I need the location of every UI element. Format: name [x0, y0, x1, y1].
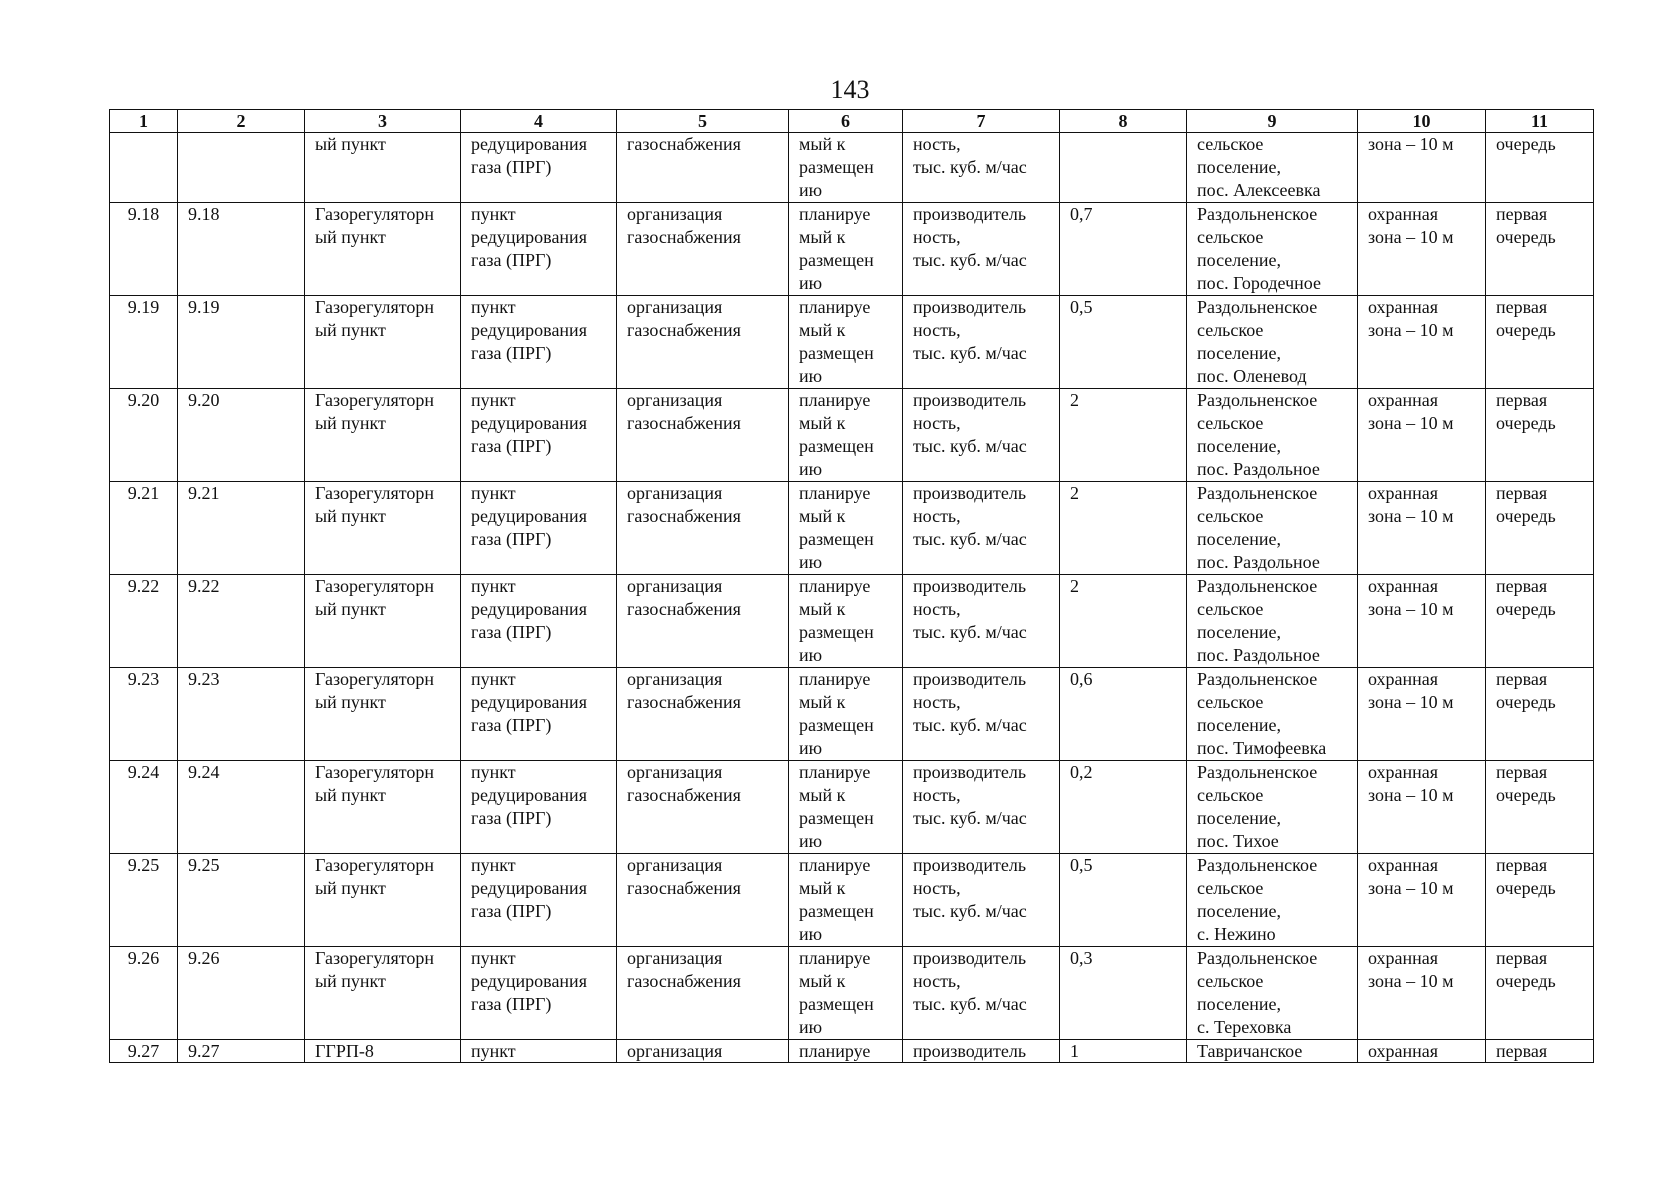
table-cell: охранная зона – 10 м [1358, 575, 1486, 668]
table-cell: пункт редуцирования газа (ПРГ) [461, 389, 617, 482]
table-cell: первая очередь [1486, 482, 1594, 575]
table-cell: 9.19 [110, 296, 178, 389]
table-cell: Раздольненское сельское поселение, пос. Раздольное [1187, 389, 1358, 482]
table-cell: 0,3 [1060, 947, 1187, 1040]
table-cell: организация газоснабжения [617, 668, 789, 761]
table-cell [110, 133, 178, 203]
page-number: 143 [830, 75, 870, 104]
table-cell: Газорегуляторн ый пункт [305, 761, 461, 854]
table-cell: организация [617, 1040, 789, 1063]
table-cell: производитель ность, тыс. куб. м/час [903, 854, 1060, 947]
table-cell: производитель ность, тыс. куб. м/час [903, 296, 1060, 389]
table-cell: планируе мый к размещен ию [789, 203, 903, 296]
table-cell: планируе мый к размещен ию [789, 761, 903, 854]
table-cell: пункт редуцирования газа (ПРГ) [461, 482, 617, 575]
table-cell: сельское поселение, пос. Алексеевка [1187, 133, 1358, 203]
table-cell: первая очередь [1486, 575, 1594, 668]
table-cell: 9.23 [178, 668, 305, 761]
table-cell: Газорегуляторн ый пункт [305, 296, 461, 389]
table-cell: производитель [903, 1040, 1060, 1063]
table-cell: первая очередь [1486, 203, 1594, 296]
table-cell: редуцирования газа (ПРГ) [461, 133, 617, 203]
table-cell: планируе мый к размещен ию [789, 947, 903, 1040]
table-row [110, 668, 1594, 761]
table-cell: ГГРП-8 [305, 1040, 461, 1063]
table-cell: ый пункт [305, 133, 461, 203]
table-row [110, 389, 1594, 482]
table-cell: первая очередь [1486, 854, 1594, 947]
table-cell: первая [1486, 1040, 1594, 1063]
table-cell: организация газоснабжения [617, 575, 789, 668]
table-cell: Газорегуляторн ый пункт [305, 203, 461, 296]
table-cell: производитель ность, тыс. куб. м/час [903, 761, 1060, 854]
table-cell: 0,7 [1060, 203, 1187, 296]
table-cell: Газорегуляторн ый пункт [305, 947, 461, 1040]
table-cell: планируе мый к размещен ию [789, 854, 903, 947]
table-cell: первая очередь [1486, 668, 1594, 761]
table-cell: ность, тыс. куб. м/час [903, 133, 1060, 203]
table-cell: производитель ность, тыс. куб. м/час [903, 203, 1060, 296]
table-cell: 0,5 [1060, 854, 1187, 947]
table-cell: пункт редуцирования газа (ПРГ) [461, 203, 617, 296]
table-cell: первая очередь [1486, 296, 1594, 389]
table-cell: первая очередь [1486, 389, 1594, 482]
table-cell: первая очередь [1486, 947, 1594, 1040]
column-header: 2 [178, 110, 305, 133]
table-cell: 9.24 [178, 761, 305, 854]
table-cell: 2 [1060, 482, 1187, 575]
table-row [110, 854, 1594, 947]
table-cell: производитель ность, тыс. куб. м/час [903, 575, 1060, 668]
table-cell: производитель ность, тыс. куб. м/час [903, 482, 1060, 575]
table-cell: 9.19 [178, 296, 305, 389]
table-cell: Газорегуляторн ый пункт [305, 854, 461, 947]
table-cell: охранная зона – 10 м [1358, 761, 1486, 854]
table-cell: охранная зона – 10 м [1358, 668, 1486, 761]
table-cell: охранная зона – 10 м [1358, 296, 1486, 389]
table-cell [1060, 133, 1187, 203]
table-cell: производитель ность, тыс. куб. м/час [903, 947, 1060, 1040]
column-header: 6 [789, 110, 903, 133]
table-cell: пункт редуцирования газа (ПРГ) [461, 575, 617, 668]
table-cell: Раздольненское сельское поселение, пос. Раздольное [1187, 482, 1358, 575]
column-header: 3 [305, 110, 461, 133]
header-row [110, 110, 1594, 133]
table-cell: Газорегуляторн ый пункт [305, 389, 461, 482]
table-cell: Газорегуляторн ый пункт [305, 668, 461, 761]
table-cell: 9.26 [110, 947, 178, 1040]
table-cell: Раздольненское сельское поселение, пос. Оленевод [1187, 296, 1358, 389]
table-cell: 9.18 [178, 203, 305, 296]
table-row [110, 947, 1594, 1040]
table-cell: 9.27 [178, 1040, 305, 1063]
table-cell: газоснабжения [617, 133, 789, 203]
table-cell: 9.25 [178, 854, 305, 947]
table-cell: планируе мый к размещен ию [789, 296, 903, 389]
table-row [110, 1040, 1594, 1063]
table-cell: 0,5 [1060, 296, 1187, 389]
table-cell: 9.25 [110, 854, 178, 947]
table-cell: 9.22 [110, 575, 178, 668]
table-cell: мый к размещен ию [789, 133, 903, 203]
table-cell: планируе мый к размещен ию [789, 482, 903, 575]
table-cell: пункт редуцирования газа (ПРГ) [461, 854, 617, 947]
table-cell: организация газоснабжения [617, 296, 789, 389]
table-cell: пункт редуцирования газа (ПРГ) [461, 296, 617, 389]
column-header: 8 [1060, 110, 1187, 133]
table-cell: организация газоснабжения [617, 389, 789, 482]
table-cell: 0,2 [1060, 761, 1187, 854]
table-cell: Газорегуляторн ый пункт [305, 575, 461, 668]
table-cell: Раздольненское сельское поселение, пос. Городечное [1187, 203, 1358, 296]
table-cell: 9.20 [110, 389, 178, 482]
table-cell: 9.26 [178, 947, 305, 1040]
table-cell: производитель ность, тыс. куб. м/час [903, 389, 1060, 482]
table-cell: пункт [461, 1040, 617, 1063]
table-row [110, 575, 1594, 668]
table-row [110, 482, 1594, 575]
table-cell: организация газоснабжения [617, 761, 789, 854]
table-cell: Раздольненское сельское поселение, с. Нежино [1187, 854, 1358, 947]
column-header: 1 [110, 110, 178, 133]
column-header: 9 [1187, 110, 1358, 133]
table-cell: 9.24 [110, 761, 178, 854]
table-cell: охранная зона – 10 м [1358, 203, 1486, 296]
table-cell: пункт редуцирования газа (ПРГ) [461, 947, 617, 1040]
column-header: 7 [903, 110, 1060, 133]
table-cell: планируе мый к размещен ию [789, 389, 903, 482]
table-cell: организация газоснабжения [617, 482, 789, 575]
table-cell: Раздольненское сельское поселение, пос. Тихое [1187, 761, 1358, 854]
table-cell [178, 133, 305, 203]
facilities-table [109, 109, 1594, 1063]
table-cell: 9.27 [110, 1040, 178, 1063]
column-header: 4 [461, 110, 617, 133]
table-cell: Раздольненское сельское поселение, с. Тереховка [1187, 947, 1358, 1040]
table-cell: 2 [1060, 575, 1187, 668]
table-row [110, 761, 1594, 854]
table-cell: 9.22 [178, 575, 305, 668]
table-cell: охранная зона – 10 м [1358, 389, 1486, 482]
table-row [110, 296, 1594, 389]
table-cell: Раздольненское сельское поселение, пос. Раздольное [1187, 575, 1358, 668]
table-cell: 1 [1060, 1040, 1187, 1063]
table-cell: очередь [1486, 133, 1594, 203]
table-cell: охранная зона – 10 м [1358, 482, 1486, 575]
column-header: 11 [1486, 110, 1594, 133]
table-cell: планируе мый к размещен ию [789, 575, 903, 668]
table-cell: Тавричанское [1187, 1040, 1358, 1063]
table-cell: 0,6 [1060, 668, 1187, 761]
table-cell: 9.23 [110, 668, 178, 761]
table-cell: пункт редуцирования газа (ПРГ) [461, 668, 617, 761]
table-cell: зона – 10 м [1358, 133, 1486, 203]
table-cell: организация газоснабжения [617, 203, 789, 296]
table-cell: организация газоснабжения [617, 947, 789, 1040]
table-cell: охранная зона – 10 м [1358, 947, 1486, 1040]
table-row [110, 133, 1594, 203]
table-cell: производитель ность, тыс. куб. м/час [903, 668, 1060, 761]
table-cell: первая очередь [1486, 761, 1594, 854]
table-cell: 9.21 [110, 482, 178, 575]
table-cell: организация газоснабжения [617, 854, 789, 947]
table-cell: 2 [1060, 389, 1187, 482]
table-cell: Раздольненское сельское поселение, пос. Тимофеевка [1187, 668, 1358, 761]
table-cell: 9.20 [178, 389, 305, 482]
column-header: 5 [617, 110, 789, 133]
table-cell: Газорегуляторн ый пункт [305, 482, 461, 575]
column-header: 10 [1358, 110, 1486, 133]
table-cell: планируе мый к размещен ию [789, 668, 903, 761]
table-cell: охранная [1358, 1040, 1486, 1063]
table-cell: 9.18 [110, 203, 178, 296]
table-cell: пункт редуцирования газа (ПРГ) [461, 761, 617, 854]
table-cell: планируе [789, 1040, 903, 1063]
table-row [110, 203, 1594, 296]
table-cell: охранная зона – 10 м [1358, 854, 1486, 947]
table-cell: 9.21 [178, 482, 305, 575]
